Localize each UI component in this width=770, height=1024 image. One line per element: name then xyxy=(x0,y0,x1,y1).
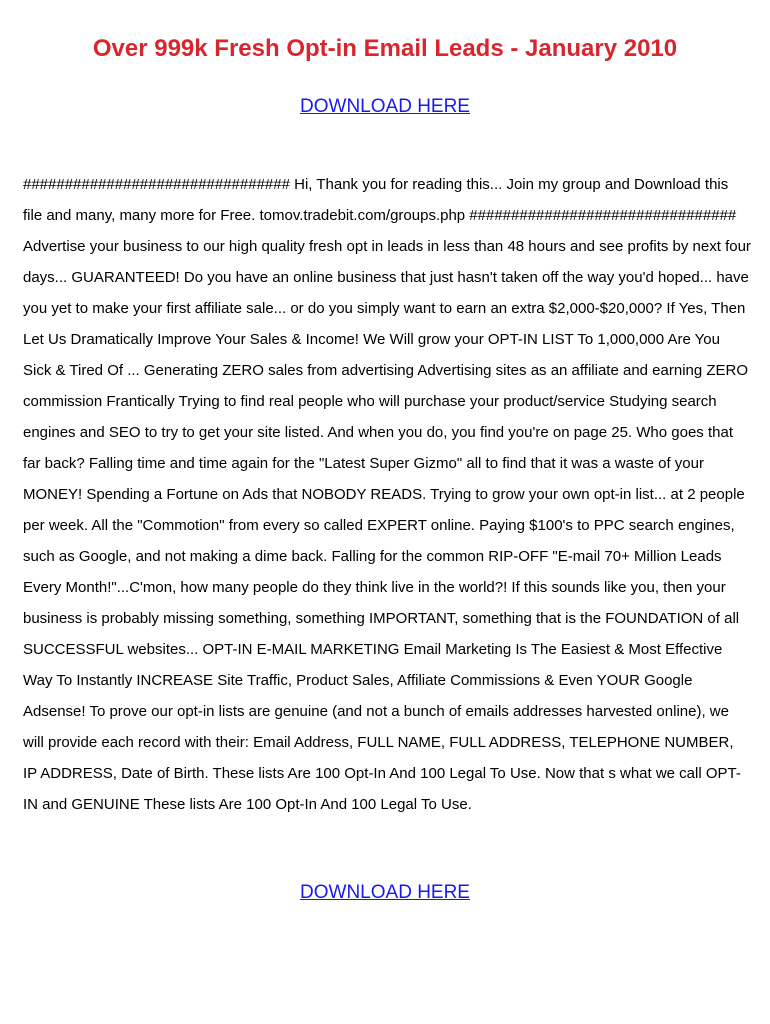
document-body-text: ################################ Hi, Thank you for reading this... Join my group and Download this file and many, many more for Free. tomov.tradebit.com/groups.php ################################ Advertise your business to our high quality fresh opt in leads in less than 48 hours and see profits by next four days... GUARANTEED! Do you have an online business that just hasn't taken off the way you'd hoped... have you yet to make your first affiliate sale... or do you simply want to earn an extra $2,000-$20,000? If Yes, Then Let Us Dramatically Improve Your Sales & Income! We Will grow your OPT-IN LIST To 1,000,000 Are You Sick & Tired Of ... Generating ZERO sales from advertising Advertising sites as an affiliate and earning ZERO commission Frantically Trying to find real people who will purchase your product/service Studying search engines and SEO to try to get your site listed. And when you do, you find you're on page 25. Who goes that far back? Falling time and time again for the "Latest Super Gizmo" all to find that it was a waste of your MONEY! Spending a Fortune on Ads that NOBODY READS. Trying to grow your own opt-in list... at 2 people per week. All the "Commotion" from every so called EXPERT online. Paying $100's to PPC search engines, such as Google, and not making a dime back. Falling for the common RIP-OFF "E-mail 70+ Million Leads Every Month!"...C'mon, how many people do they think live in the world?! If this sounds like you, then your business is probably missing something, something IMPORTANT, something that is the FOUNDATION of all SUCCESSFUL websites... OPT-IN E-MAIL MARKETING Email Marketing Is The Easiest & Most Effective Way To Instantly INCREASE Site Traffic, Product Sales, Affiliate Commissions & Even YOUR Google Adsense! To prove our opt-in lists are genuine (and not a bunch of emails addresses harvested online), we will provide each record with their: Email Address, FULL NAME, FULL ADDRESS, TELEPHONE NUMBER, IP ADDRESS, Date of Birth. These lists Are 100 Opt-In And 100 Legal To Use. Now that s what we call OPT-IN and GENUINE These lists Are 100 Opt-In And 100 Legal To Use. xyxy=(23,176,751,813)
download-here-link-bottom-label[interactable]: DOWNLOAD HERE xyxy=(300,882,470,903)
download-here-link-top[interactable] xyxy=(0,94,770,120)
download-here-link-top-label[interactable]: DOWNLOAD HERE xyxy=(300,96,470,117)
document-title: Over 999k Fresh Opt-in Email Leads - January 2010 xyxy=(92,35,678,62)
download-here-link-bottom[interactable] xyxy=(0,880,770,906)
